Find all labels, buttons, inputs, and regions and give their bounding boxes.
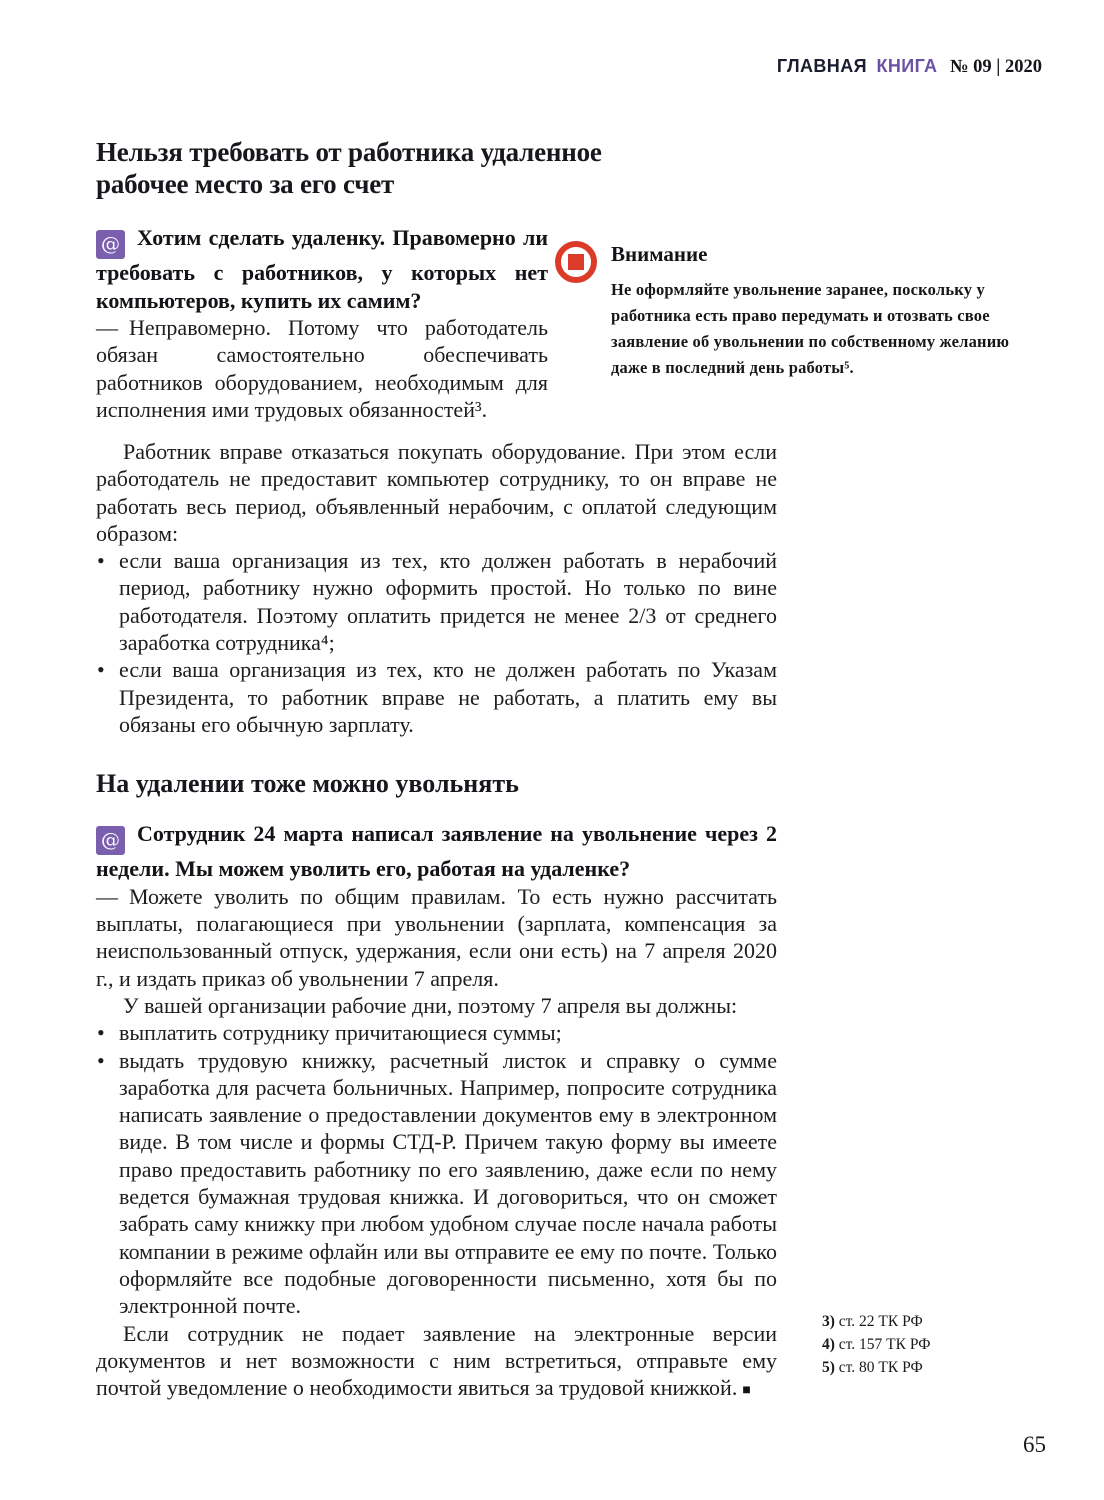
at-icon: @ [96, 826, 125, 855]
callout-body: Не оформляйте увольнение заранее, поскольку у работника есть право передумать и отозвать свое заявление об увольнении по собственному желанию даже в последний день работы⁵. [611, 280, 1010, 377]
question1-text: Хотим сделать удаленку. Правомерно ли требовать с работников, у которых нет компьютеров, купить их самим? [96, 225, 548, 313]
callout-text [611, 242, 1017, 381]
issue-number: № 09 | 2020 [949, 57, 1042, 77]
list-item: • выдать трудовую книжку, расчетный листок и справку о сумме заработка для расчета больничных. Например, попросите сотрудника написать заявление о предоставлении документов ему в электронном виде. В том числе и формы СТД-Р. Причем такую форму вы имеете право предоставить работнику по его заявлению, даже если по нему ведется бумажная трудовая книжка. И договориться, что он сможет забрать саму книжку при любом удобном случае после начала работы компании в режиме офлайн или вы отправите ее ему по почте. Только оформляйте все подобные договоренности письменно, хотя бы по электронной почте. [96, 1047, 777, 1320]
footnote-number: 4) [822, 1336, 835, 1353]
answer1-paragraph: — Неправомерно. Потому что работодатель обязан самостоятельно обеспечивать работников оборудованием, необходимым для исполнения ими трудовых обязанностей³. [96, 315, 548, 422]
answer2-paragraph-2: У вашей организации рабочие дни, поэтому 7 апреля вы должны: [123, 992, 738, 1018]
footnote [822, 1310, 930, 1333]
callout-title: Внимание [611, 242, 708, 266]
closing-text: Если сотрудник не подает заявление на электронные версии документов и нет возможности с ним встретиться, отправьте ему почтой уведомление о необходимости явиться за трудовой книжкой. [96, 1320, 777, 1401]
attention-callout [555, 238, 1017, 381]
list-item: • если ваша организация из тех, кто не должен работать по Указам Президента, то работник вправе не работать, а платить ему вы обязаны его обычную зарплату. [96, 656, 777, 738]
footnote-number: 3) [822, 1313, 835, 1330]
question1 [96, 224, 548, 314]
issue-header [777, 56, 1042, 78]
question-answer-block [96, 224, 548, 438]
end-of-article-marker: ■ [742, 1383, 751, 1399]
list-item: • если ваша организация из тех, кто должен работать в нерабочий период, работнику нужно оформить простой. Но только по вине работодателя. Поэтому оплатить придется не менее 2/3 от среднего заработка сотрудника⁴; [96, 547, 777, 656]
question2-text: Сотрудник 24 марта написал заявление на увольнение через 2 недели. Мы можем уволить его, работая на удаленке? [96, 821, 777, 882]
page-number: 65 [1023, 1432, 1046, 1457]
footnote-text: ст. 80 ТК РФ [838, 1359, 923, 1376]
list-item: • выплатить сотруднику причитающиеся суммы; [96, 1019, 777, 1046]
footnote-number: 5) [822, 1359, 835, 1376]
article1-title: Нельзя требовать от работника удаленное рабочее место за его счет [96, 137, 602, 199]
body-paragraph: Работник вправе отказаться покупать оборудование. При этом если работодатель не предоставит компьютер сотруднику, то он вправе не работать весь период, объявленный нерабочим, с оплатой следующим образом: [96, 439, 777, 546]
attention-icon [555, 241, 597, 283]
bullet-list-2 [96, 1019, 777, 1319]
article2-title: На удалении тоже можно увольнять [96, 769, 519, 799]
closing-paragraph [96, 1320, 777, 1405]
question2 [96, 820, 777, 883]
answer2-paragraph-1: — Можете уволить по общим правилам. То есть нужно рассчитать выплаты, полагающиеся при увольнении (зарплата, компенсация за неиспользованный отпуск, удержания, если они есть) на 7 апреля 2020 г., и издать приказ об увольнении 7 апреля. [96, 883, 777, 991]
at-icon: @ [96, 230, 125, 259]
footnote-text: ст. 157 ТК РФ [838, 1336, 931, 1353]
brand-name-secondary: КНИГА [876, 56, 938, 76]
bullet-list-1 [96, 547, 777, 738]
footnote-text: ст. 22 ТК РФ [838, 1313, 923, 1330]
footnote [822, 1356, 930, 1379]
brand-name-primary: ГЛАВНАЯ [776, 56, 867, 76]
footnote [822, 1333, 930, 1356]
attention-icon-square [568, 254, 584, 270]
footnotes [822, 1310, 930, 1379]
